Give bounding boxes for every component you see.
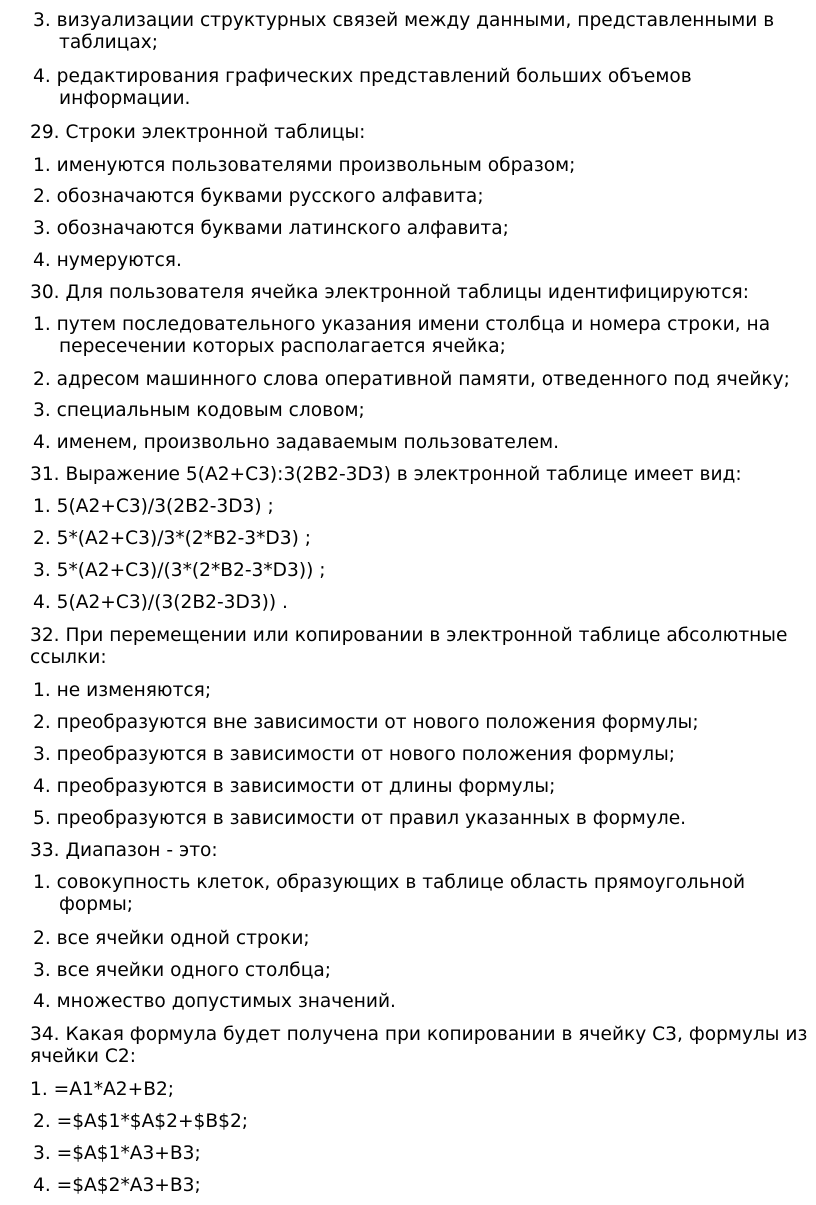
q31-option-3: 3. 5*(A2+C3)/(3*(2*B2-3*D3)) ; (33, 560, 326, 581)
question-29: 29. Строки электронной таблицы: (30, 122, 366, 143)
option-prev-4: 4. редактирования графических представлений больших объемов информации. (33, 66, 692, 109)
question-32: 32. При перемещении или копировании в электронной таблице абсолютные ссылки: (30, 625, 788, 668)
q34-option-4: 4. =$A$2*A3+B3; (33, 1175, 201, 1196)
q32-option-4: 4. преобразуются в зависимости от длины формулы; (33, 776, 556, 797)
q33-option-1: 1. совокупность клеток, образующих в таблице область прямоугольной формы; (33, 872, 746, 915)
q33-option-3: 3. все ячейки одного столбца; (33, 960, 332, 981)
q34-option-3: 3. =$A$1*A3+B3; (33, 1143, 201, 1164)
q29-option-4: 4. нумеруются. (33, 250, 182, 271)
question-33: 33. Диапазон - это: (30, 840, 218, 861)
q30-option-4: 4. именем, произвольно задаваемым пользователем. (33, 432, 560, 453)
q32-option-2: 2. преобразуются вне зависимости от нового положения формулы; (33, 712, 699, 733)
q34-option-2: 2. =$A$1*$A$2+$B$2; (33, 1111, 249, 1132)
question-30: 30. Для пользователя ячейка электронной таблицы идентифицируются: (30, 282, 749, 303)
q32-option-5: 5. преобразуются в зависимости от правил указанных в формуле. (33, 808, 687, 829)
option-prev-3: 3. визуализации структурных связей между данными, представленными в таблицах; (33, 10, 775, 53)
q30-option-2: 2. адресом машинного слова оперативной памяти, отведенного под ячейку; (33, 369, 790, 390)
q32-option-3: 3. преобразуются в зависимости от нового положения формулы; (33, 744, 676, 765)
q29-option-3: 3. обозначаются буквами латинского алфавита; (33, 218, 509, 239)
q30-option-1: 1. путем последовательного указания имени столбца и номера строки, на пересечении которых располагается ячейка; (33, 314, 771, 357)
q29-option-2: 2. обозначаются буквами русского алфавита; (33, 186, 484, 207)
q31-option-1: 1. 5(A2+C3)/3(2B2-3D3) ; (33, 496, 274, 517)
question-34: 34. Какая формула будет получена при копировании в ячейку С3, формулы из ячейки С2: (30, 1024, 808, 1067)
q29-option-1: 1. именуются пользователями произвольным образом; (33, 155, 576, 176)
q31-option-2: 2. 5*(A2+C3)/3*(2*B2-3*D3) ; (33, 528, 311, 549)
q33-option-2: 2. все ячейки одной строки; (33, 928, 310, 949)
q33-option-4: 4. множество допустимых значений. (33, 991, 396, 1012)
q34-option-1: 1. =A1*A2+B2; (30, 1079, 175, 1100)
q30-option-3: 3. специальным кодовым словом; (33, 400, 365, 421)
question-31: 31. Выражение 5(A2+C3):3(2B2-3D3) в электронной таблице имеет вид: (30, 464, 742, 485)
q32-option-1: 1. не изменяются; (33, 680, 212, 701)
q31-option-4: 4. 5(A2+C3)/(3(2B2-3D3)) . (33, 592, 288, 613)
